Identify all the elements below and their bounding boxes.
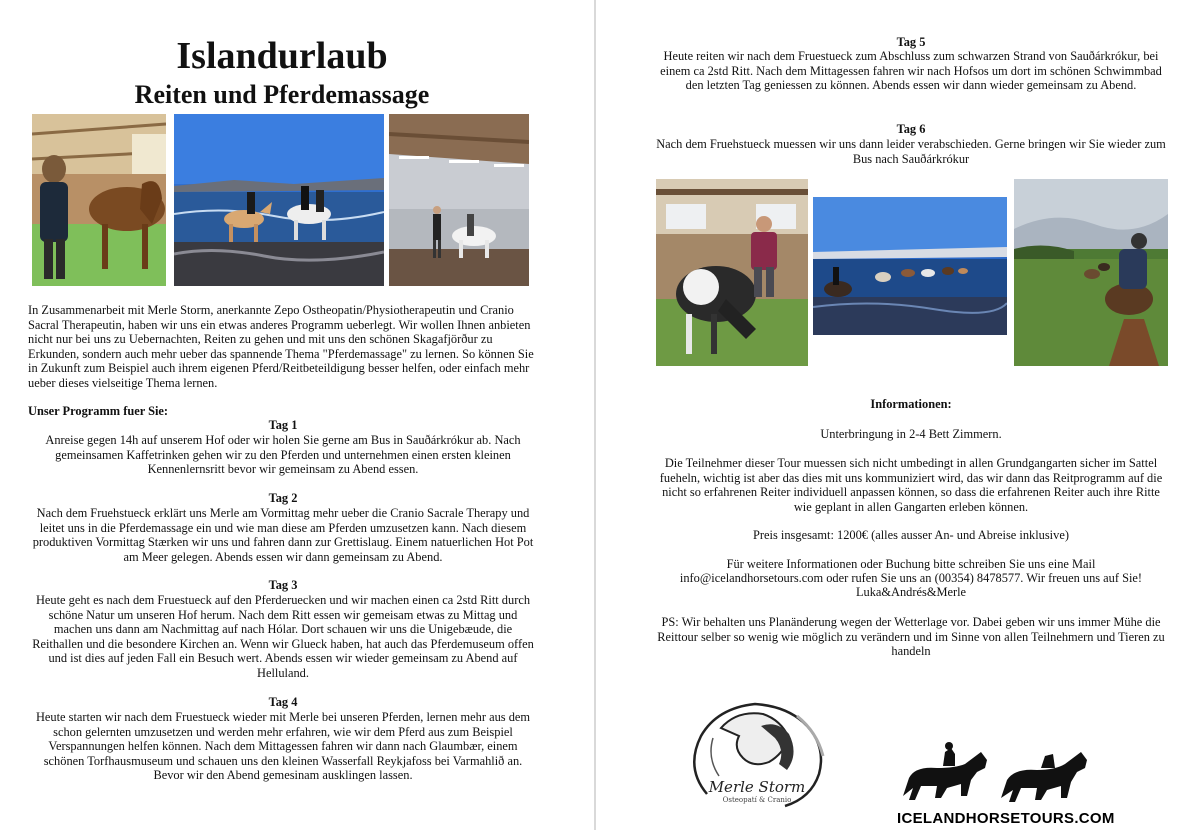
intro-paragraph: In Zusammenarbeit mit Merle Storm, anerkannte Zepo Ostheopatin/Physiotherapeutin und Cranio Sacral Therapeutin, haben wir uns ein etwas anderes Programm ueberlegt. Wir wollen Ihnen anbieten nicht nur bei uns zu Uebernachten, Reiten zu gehen und mit uns den schönen Skagafjörður zu Erkunden, sondern auch mehr ueber das spannende Thema "Pferdemassage" zu lernen. So können Sie in Zukunft zum Beispiel auch ihrem eigenen Pferd/Reitbeteildigung besser helfen, oder einfach mehr ueber dieses vielseitige Thema lernen. [28,303,534,390]
contact-line-3: Luka&Andrés&Merle [855,585,967,599]
day-3-title: Tag 3 [268,578,298,592]
day-2-text: Nach dem Fruehstueck erklärt uns Merle am Vormittag mehr ueber die Cranio Sacrale Therapy und leitet uns in die Pferdemassage ein und wie man diese am Pferden umzusetzen kann. Nach diesem produktiven Vormittag Stærken wir uns und fahren dann zur Grettislaug. Einem natuerlichen Hot Pot am Meer gelegen. Abends essen wir dann gemeinsam zu Abend. [32,506,534,564]
accommodation-text: Unterbringung in 2-4 Bett Zimmern. [820,427,1002,441]
right-page [597,0,1188,830]
ps-text: PS: Wir behalten uns Planänderung wegen der Wetterlage vor. Dabei geben wir uns immer Mühe die Reittour selber so wenig wie möglich zu verändern und im Sinne von allen Teilnehmern und Tieren zu handeln [657,615,1165,658]
horse-massage-photo [656,179,808,366]
day-5-text: Heute reiten wir nach dem Fruestueck zum Abschluss zum schwarzen Strand von Sauðárkrókur, bei einem ca 2std Ritt. Nach dem Mittagessen fahren wir nach Hofsos um dort im schönen Schwimmbad den letzten Tag geniessen zu können. Abends essen wir dann wieder gemeinsam zu Abend. [660,49,1162,92]
riders-on-beach-photo [174,114,384,286]
program-heading: Unser Programm fuer Sie: [28,404,169,418]
document-subtitle: Reiten und Pferdemassage [134,80,430,109]
girl-with-horse-in-barn-photo [32,114,166,286]
day-3-text: Heute geht es nach dem Fruestueck auf den Pferderuecken und wir machen einen ca 2std Ritt durch schöne Natur um unseren Hof herum. Nach dem Ritt essen wir gemeisam etwas zu Mittag und machen uns dann am Nachmittag auf nach Hólar. Dort schauen wir uns die Unigebæude, die Reithallen und die besondere Kirchen an. Wenn wir Glueck haben, hat auch das Pferdemuseum offen und ist dies auf jeden Fall ein Besuch wert. Abends essen wir wieder gemeinsam zu Abend auf Helluland. [32,593,534,680]
day-1-text: Anreise gegen 14h auf unserem Hof oder wir holen Sie gerne am Bus in Sauðárkrókur ab. Nach gemeinsamen Kaffetrinken gehen wir zu den Pferden und unternehmen einen ersten kleinen Kennenlernsritt bevor wir gemeinsam zu Abend essen. [45,433,521,476]
day-4-text: Heute starten wir nach dem Fruestueck wieder mit Merle bei unseren Pferden, lernen mehr aus dem schon gelernten umzusetzen und werden mehr erfahren, wie wir dem Pferd aus zum Beispiel Verspannungen helfen können. Nach dem Mittagessen fahren wir dann nach Glaumbær, einem schönen Torfhausmuseum und schauen uns den kleinen Wasserfall Reykjafoss bei Varmahlið an. Bevor wir den Abend gemesinam ausklingen lassen. [35,710,531,782]
info-heading: Informationen: [870,397,952,411]
merle-storm-logo-name: Merle Storm [708,778,806,796]
requirements-text: Die Teilnehmer dieser Tour muessen sich nicht umbedingt in allen Grundgangarten sicher im Sattel fueheln, wichtig ist aber das dies mit uns kommuniziert wird, das wir dann das Reitprogramm auf die nicht so erfahrenen Reiter individuell anpassen können, so dass die erfahrenen Reiter auch ihre Ritte wie geplant in allen Gangarten erleben können. [659,456,1163,514]
page-divider [594,0,596,830]
document-title: Islandurlaub [176,35,388,77]
trail-ride-photo [1014,179,1168,366]
day-2-title: Tag 2 [268,491,298,505]
icelandhorsetours-logo-text: ICELANDHORSETOURS.COM [897,810,1115,827]
riding-hall-photo [389,114,529,286]
price-text: Preis insgesamt: 1200€ (alles ausser An- und Abreise inklusive) [753,528,1069,542]
beach-ride-group-photo [813,197,1007,335]
merle-storm-logo [677,698,837,810]
contact-line-2[interactable]: info@icelandhorsetours.com oder rufen Sie uns an (00354) 8478577. Wir freuen uns auf Sie! [679,571,1143,585]
day-6-title: Tag 6 [896,122,926,136]
day-6-text: Nach dem Fruehstueck muessen wir uns dann leider verabschieden. Gerne bringen wir Sie wieder zum Bus nach Sauðárkrókur [656,137,1166,166]
contact-line-1: Für weitere Informationen oder Buchung bitte schreiben Sie uns eine Mail [726,557,1096,571]
day-5-title: Tag 5 [896,35,926,49]
icelandhorsetours-logo [897,730,1115,828]
merle-storm-logo-subtitle: Osteopatí & Cranio [722,796,792,804]
day-4-title: Tag 4 [268,695,298,709]
day-1-title: Tag 1 [268,418,298,432]
